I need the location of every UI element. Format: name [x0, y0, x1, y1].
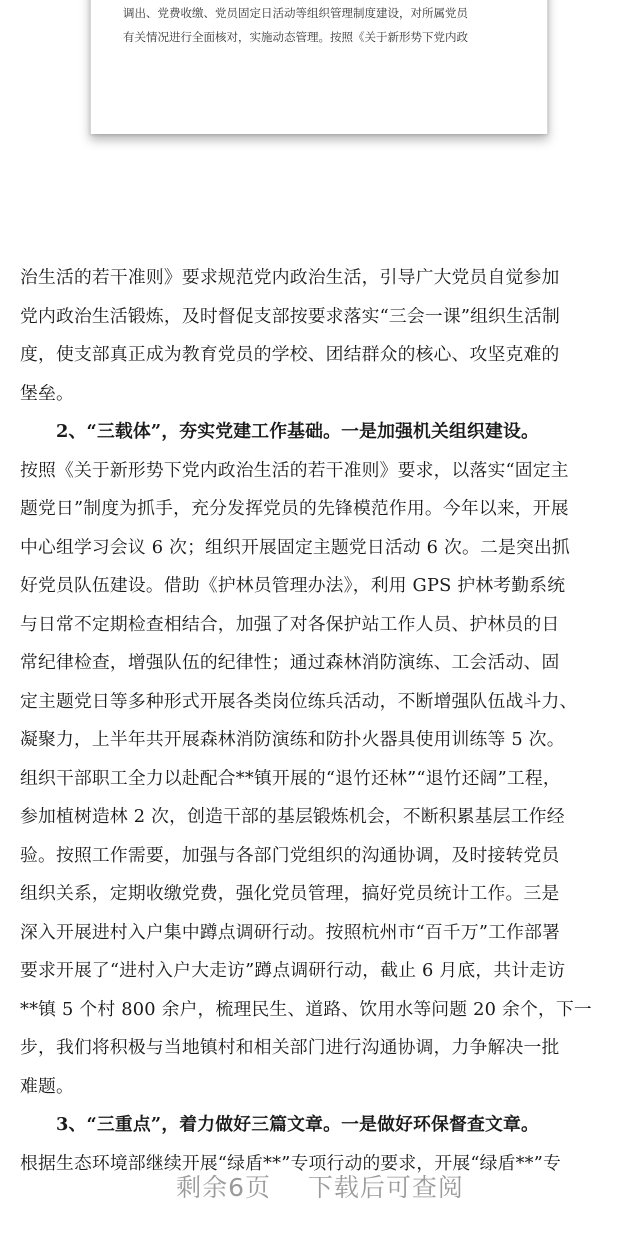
- body-line: 组织关系，定期收缴党费，强化党员管理，搞好党员统计工作。三是: [20, 883, 560, 904]
- body-line: 党内政治生活锻炼，及时督促支部按要求落实“三会一课”组织生活制: [20, 305, 561, 327]
- section-heading-2: 2、“三载体”，夯实党建工作基础。一是加强机关组织建设。: [20, 421, 539, 442]
- download-to-read-label[interactable]: 下载后可查阅: [307, 1173, 464, 1202]
- body-line: 组织干部职工全力以赴配合**镇开展的“退竹还林”“退竹还阔”工程，: [20, 767, 561, 789]
- body-line: 度，使支部真正成为教育党员的学校、团结群众的核心、攻坚克难的: [20, 344, 560, 365]
- body-line: 治生活的若干准则》要求规范党内政治生活，引导广大党员自觉参加: [20, 267, 560, 288]
- body-line: 堡垒。: [20, 382, 74, 404]
- body-line: 参加植树造林 2 次，创造干部的基层锻炼机会，不断积累基层工作经: [20, 806, 565, 827]
- body-line: 根据生态环境部继续开展“绿盾**”专项行动的要求，开展“绿盾**”专: [20, 1152, 562, 1174]
- body-line: 常纪律检查，增强队伍的纪律性；通过森林消防演练、工会活动、固: [20, 652, 560, 673]
- download-prompt[interactable]: [0, 1168, 640, 1204]
- body-line: **镇 5 个村 800 余户，梳理民生、道路、饮用水等问题 20 余个，下一: [20, 998, 592, 1020]
- previous-page-preview: [90, 0, 548, 134]
- body-line: 好党员队伍建设。借助《护林员管理办法》，利用 GPS 护林考勤系统: [20, 575, 566, 596]
- body-line: 步，我们将积极与当地镇村和相关部门进行沟通协调，力争解决一批: [20, 1037, 560, 1058]
- body-line: 按照《关于新形势下党内政治生活的若干准则》要求，以落实“固定主: [20, 459, 569, 481]
- body-line: 与日常不定期检查相结合，加强了对各保护站工作人员、护林员的日: [20, 613, 560, 635]
- preview-text-line: 调出、党费收缴、党员固定日活动等组织管理制度建设，对所属党员: [123, 6, 468, 20]
- remaining-pages-label[interactable]: 剩余6页: [176, 1173, 271, 1202]
- body-line: 深入开展进村入户集中蹲点调研行动。按照杭州市“百千万”工作部署: [20, 921, 561, 943]
- body-line: 要求开展了“进村入户大走访”蹲点调研行动，截止 6 月底，共计走访: [20, 960, 566, 981]
- body-line: 凝聚力，上半年共开展森林消防演练和防扑火器具使用训练等 5 次。: [20, 729, 565, 750]
- body-line: 定主题党日等多种形式开展各类岗位练兵活动，不断增强队伍战斗力、: [20, 690, 578, 712]
- body-line: 题党日”制度为抓手，充分发挥党员的先锋模范作用。今年以来，开展: [20, 498, 569, 519]
- body-line: 验。按照工作需要，加强与各部门党组织的沟通协调，及时接转党员: [20, 844, 560, 866]
- section-heading-3: 3、“三重点”，着力做好三篇文章。一是做好环保督查文章。: [20, 1114, 539, 1135]
- document-body: [20, 259, 624, 1183]
- preview-text-line: 有关情况进行全面核对，实施动态管理。按照《关于新形势下党内政: [123, 30, 468, 44]
- body-line: 难题。: [20, 1075, 74, 1097]
- body-line: 中心组学习会议 6 次；组织开展固定主题党日活动 6 次。二是突出抓: [20, 536, 570, 558]
